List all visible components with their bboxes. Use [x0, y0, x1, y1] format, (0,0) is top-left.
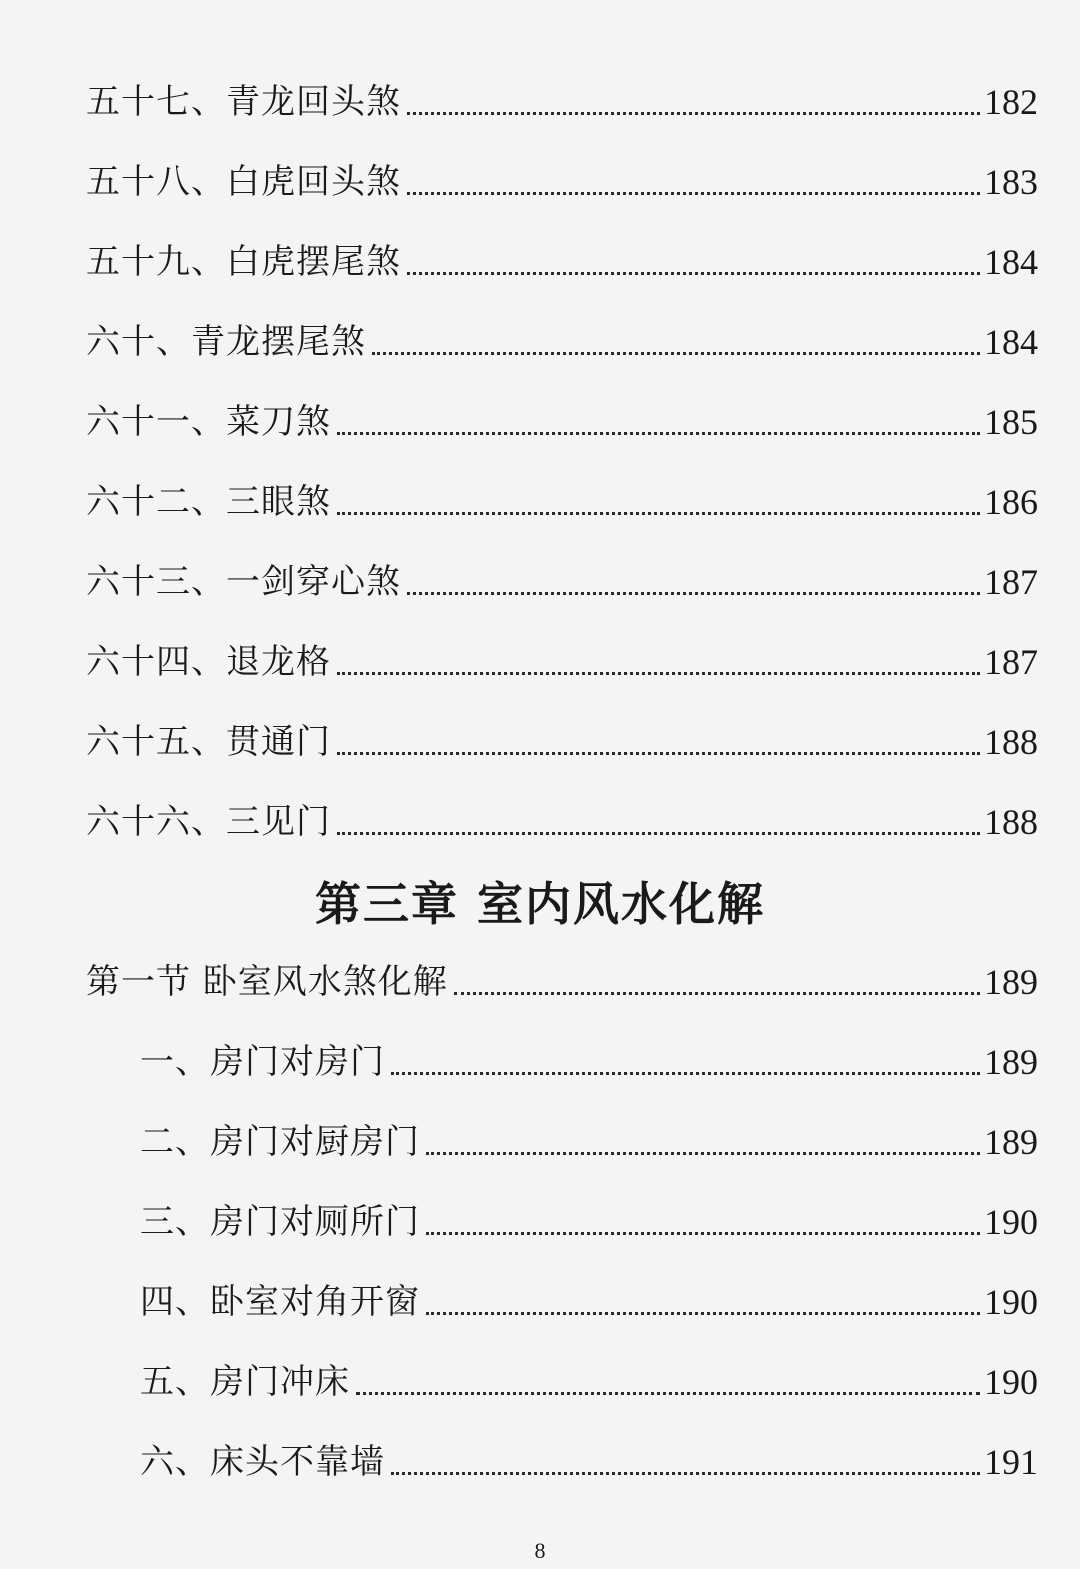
toc-entry	[140, 1274, 1038, 1322]
toc-entry-page: 188	[984, 802, 1038, 842]
dot-leader	[372, 352, 980, 355]
toc-entry	[86, 394, 1038, 442]
dot-leader	[391, 1472, 980, 1475]
toc-entry-title: 六十、青龙摆尾煞	[86, 322, 366, 362]
toc-entry-title: 六、床头不靠墙	[140, 1442, 385, 1482]
toc-entry-title: 六十四、退龙格	[86, 642, 331, 682]
toc-entry	[86, 314, 1038, 362]
dot-leader	[407, 192, 980, 195]
toc-entry	[140, 1434, 1038, 1482]
toc-entry-page: 187	[984, 642, 1038, 682]
toc-entry-title: 六十二、三眼煞	[86, 482, 331, 522]
toc-entry-page: 189	[984, 1122, 1038, 1162]
toc-entry-page: 191	[984, 1442, 1038, 1482]
toc-entry-page: 189	[984, 1042, 1038, 1082]
toc-section-entry	[86, 954, 1038, 1002]
dot-leader	[337, 832, 980, 835]
dot-leader	[426, 1232, 980, 1235]
toc-entry-page: 187	[984, 562, 1038, 602]
dot-leader	[426, 1312, 980, 1315]
dot-leader	[337, 432, 980, 435]
toc-entry-title: 五十七、青龙回头煞	[86, 82, 401, 122]
toc-entry-title: 六十一、菜刀煞	[86, 402, 331, 442]
toc-entry-title: 三、房门对厕所门	[140, 1202, 420, 1242]
toc-entry-title: 六十六、三见门	[86, 802, 331, 842]
toc-entry-page: 190	[984, 1362, 1038, 1402]
dot-leader	[391, 1072, 980, 1075]
toc-entry	[86, 154, 1038, 202]
toc-entry	[86, 634, 1038, 682]
toc-entry-page: 183	[984, 162, 1038, 202]
toc-entry-page: 186	[984, 482, 1038, 522]
toc-entry-title: 一、房门对房门	[140, 1042, 385, 1082]
dot-leader	[407, 592, 980, 595]
toc-entry-page: 190	[984, 1282, 1038, 1322]
chapter-heading: 第三章 室内风水化解	[314, 877, 765, 931]
toc-section-title: 第一节 卧室风水煞化解	[86, 962, 448, 1002]
dot-leader	[407, 112, 980, 115]
toc-entry-page: 185	[984, 402, 1038, 442]
toc-entry-page: 190	[984, 1202, 1038, 1242]
toc-entry-title: 六十三、一剑穿心煞	[86, 562, 401, 602]
toc-section-page: 189	[984, 962, 1038, 1002]
dot-leader	[426, 1152, 980, 1155]
toc-entry	[140, 1034, 1038, 1082]
toc-entry-title: 六十五、贯通门	[86, 722, 331, 762]
toc-entry-title: 二、房门对厨房门	[140, 1122, 420, 1162]
toc-entry	[86, 714, 1038, 762]
toc-entry	[86, 234, 1038, 282]
toc-entry-page: 184	[984, 242, 1038, 282]
dot-leader	[337, 512, 980, 515]
toc-entry	[86, 74, 1038, 122]
dot-leader	[337, 672, 980, 675]
toc-entry-page: 188	[984, 722, 1038, 762]
toc-entry-title: 五十九、白虎摆尾煞	[86, 242, 401, 282]
toc-entry	[86, 794, 1038, 842]
dot-leader	[454, 992, 980, 995]
dot-leader	[407, 272, 980, 275]
toc-entry	[140, 1194, 1038, 1242]
toc-entry	[86, 474, 1038, 522]
toc-entry-title: 五十八、白虎回头煞	[86, 162, 401, 202]
toc-entry	[140, 1354, 1038, 1402]
toc-entry-page: 182	[984, 82, 1038, 122]
dot-leader	[356, 1392, 980, 1395]
dot-leader	[337, 752, 980, 755]
page-number: 8	[534, 1538, 546, 1563]
toc-entry-title: 四、卧室对角开窗	[140, 1282, 420, 1322]
toc-entry	[86, 554, 1038, 602]
toc-entry-title: 五、房门冲床	[140, 1362, 350, 1402]
toc-entry	[140, 1114, 1038, 1162]
toc-entry-page: 184	[984, 322, 1038, 362]
